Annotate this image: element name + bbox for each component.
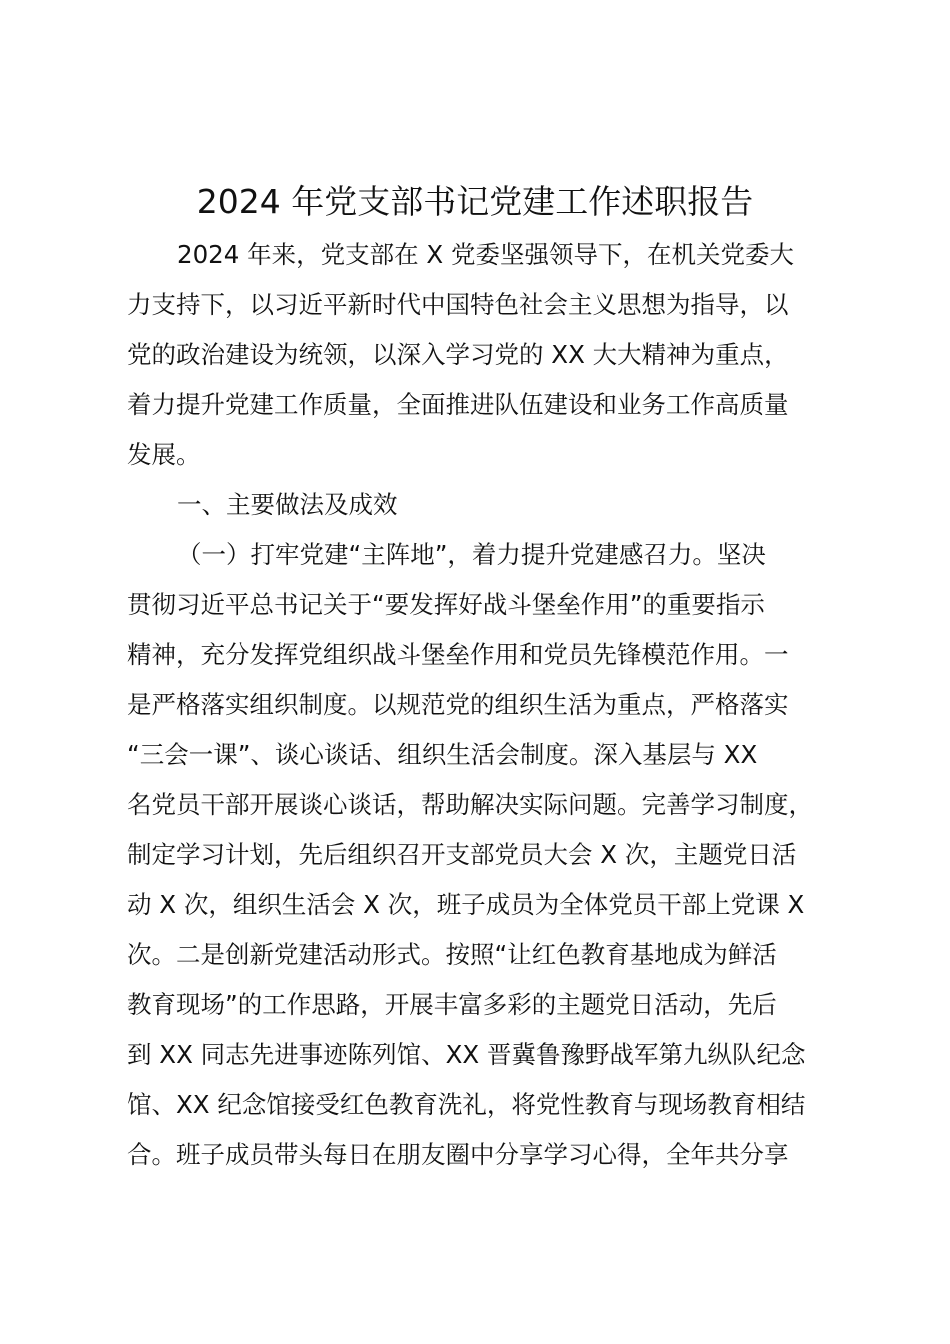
paragraph-line: 馆、XX 纪念馆接受红色教育洗礼，将党性教育与现场教育相结	[127, 1090, 806, 1119]
section-heading: 一、主要做法及成效	[177, 490, 398, 519]
paragraph-line: 制定学习计划，先后组织召开支部党员大会 X 次，主题党日活	[127, 840, 797, 869]
paragraph-line: 贯彻习近平总书记关于“要发挥好战斗堡垒作用”的重要指示	[127, 590, 765, 619]
paragraph-line: （一）打牢党建“主阵地”，着力提升党建感召力。坚决	[177, 540, 766, 569]
paragraph-line: 到 XX 同志先进事迹陈列馆、XX 晋冀鲁豫野战军第九纵队纪念	[127, 1040, 806, 1069]
paragraph-line: 力支持下，以习近平新时代中国特色社会主义思想为指导，以	[127, 290, 789, 319]
paragraph-line: 党的政治建设为统领，以深入学习党的 XX 大大精神为重点，	[127, 340, 789, 369]
paragraph-line: 2024 年来，党支部在 X 党委坚强领导下，在机关党委大	[177, 240, 794, 269]
paragraph-line: 是严格落实组织制度。以规范党的组织生活为重点，严格落实	[127, 690, 789, 719]
document-body	[127, 230, 839, 1180]
paragraph-line: 发展。	[127, 440, 201, 469]
paragraph-line: 合。班子成员带头每日在朋友圈中分享学习心得，全年共分享	[127, 1140, 789, 1169]
paragraph-line: 名党员干部开展谈心谈话，帮助解决实际问题。完善学习制度，	[127, 790, 813, 819]
document-title: 2024 年党支部书记党建工作述职报告	[196, 182, 754, 221]
paragraph-line: 精神，充分发挥党组织战斗堡垒作用和党员先锋模范作用。一	[127, 640, 789, 669]
paragraph-line: “三会一课”、谈心谈话、组织生活会制度。深入基层与 XX	[127, 740, 758, 769]
paragraph-line: 动 X 次，组织生活会 X 次，班子成员为全体党员干部上党课 X	[127, 890, 805, 919]
paragraph-line: 次。二是创新党建活动形式。按照“让红色教育基地成为鲜活	[127, 940, 777, 969]
paragraph-line: 教育现场”的工作思路，开展丰富多彩的主题党日活动，先后	[127, 990, 777, 1019]
paragraph-line: 着力提升党建工作质量，全面推进队伍建设和业务工作高质量	[127, 390, 789, 419]
